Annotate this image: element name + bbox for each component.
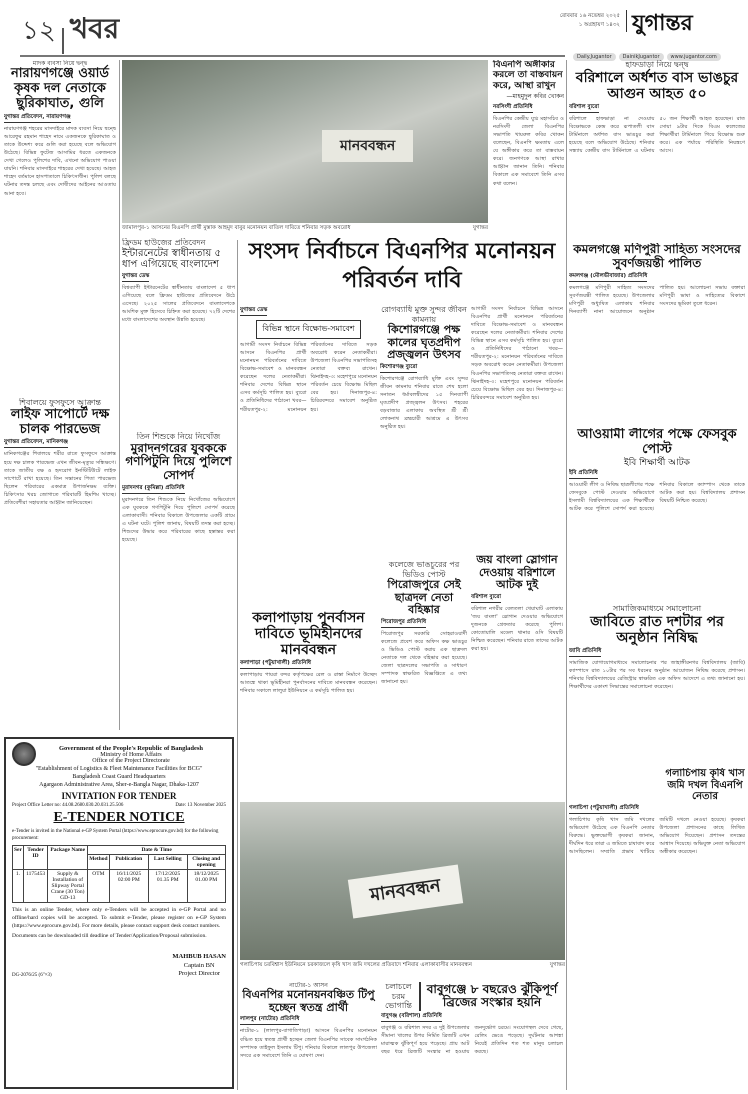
headline[interactable]: নারায়ণগঞ্জে ওয়ার্ড কৃষক দল নেতাকে ছুরিকাঘাত, গুলি xyxy=(11,66,109,112)
article-body: বিশ্বব্যাপী ইন্টারনেটের স্বাধীনতায় বাংলাদেশ ৫ ধাপ এগিয়েছে বলে ফ্রিডম হাউজের প্রতিবেদনে উঠে এসেছে। ২০২৫ সালের প্রতিবেদনে বাংলাদেশকে আংশিক মুক্ত হিসেবে চিহ্নিত করা হয়েছে। ৭২টি দেশের মধ্যে বাংলাদেশের অবস্থান উন্নতি হয়েছে। xyxy=(122,284,235,323)
section-title: খবর xyxy=(69,12,120,45)
cell-closing: 18/12/2025 01.00 PM xyxy=(187,870,226,903)
article-narayanganj xyxy=(4,60,116,393)
article-khokon xyxy=(491,60,564,235)
cell-package: Supply & Installation of Slipway Portal Crane (30 Ton) GD-13 xyxy=(48,870,88,903)
notice-title: E-TENDER NOTICE xyxy=(53,810,185,826)
article-body: গলাচিপায় কৃষি খাস জমি দখলের অভিযোগ উঠেছে এক বিএনপি নেতার বিরুদ্ধে। ভুক্তভোগী কৃষকরা জানান, দীর্ঘদিন ধরে তারা এ জমিতে চাষাবাদ করে আসছিলেন। সম্প্রতি প্রভাব খাটিয়ে জমিটি দখলে নেওয়া হয়েছে। কৃষকরা উপজেলা প্রশাসনের কাছে লিখিত অভিযোগ দিয়েছেন। প্রশাসন তদন্তের আশ্বাস দিয়েছে। অভিযুক্ত নেতা অভিযোগ অস্বীকার করেছেন। xyxy=(569,816,745,855)
article-body: নাটোর-১ (লালপুর-বাগাতিপাড়া) আসনে বিএনপির মনোনয়ন বঞ্চিত হয়ে স্বতন্ত্র প্রার্থী হচ্ছেন জেলা বিএনপির সাবেক সাংগঠনিক সম্পাদক তাইফুল ইসলাম টিপু। শনিবার বিকালে লালপুর উপজেলা সদরে এক সমাবেশে তিনি এ ঘোষণা দেন। xyxy=(240,1028,377,1059)
kicker: ফ্রিডম হাউজের প্রতিবেদন xyxy=(122,238,206,247)
ministry: Ministry of Home Affairs xyxy=(100,751,162,758)
article-body: আগামী সংসদ নির্বাচনে বিভিন্ন আসনে বিএনপির প্রার্থী মনোনয়ন পরিবর্তনের দাবিতে বিক্ষোভ-সমাবেশ ও মানববন্ধন করেছেন দলের নেতাকর্মীরা। শনিবার দেশের বিভিন্ন স্থানে এসব কর্মসূচি পালিত হয়। ব্যুরো ও প্রতিনিধিদের পাঠানো খবর— শরীয়তপুর-২: মনোনয়ন পরিবর্তনের দাবিতে সড়ক অবরোধ করেন নেতাকর্মীরা। উপজেলা বিএনপির সভাপতিসহ নেতারা বক্তব্য রাখেন। ঝিনাইদহ-৩: মহেশপুরে মনোনয়ন পরিবর্তন চেয়ে বিক্ষোভ মিছিল বের হয়। দিনাজপুর-৪: চিরিরবন্দরে সমাবেশ অনুষ্ঠিত হয়। xyxy=(240,342,377,413)
photo-caption xyxy=(122,225,488,233)
article-body: বাবুগঞ্জ ও বরিশাল সদর এ দুই উপজেলার সীমানা খালের উপর নির্মিত ব্রিজটি এখন মারাত্মক ঝুঁকিপূর্ণ হয়ে পড়েছে। প্রায় আট বছর ধরে ব্রিজটি সংস্কার না হওয়ায় জনদুর্ভোগ চরমে। সংযোগস্থল দেবে গেছে, রেলিং ভেঙে পড়েছে। দুর্ঘটনার আশঙ্কা নিয়েই প্রতিদিন শত শত মানুষ চলাচল করছে। xyxy=(381,1024,563,1055)
photo-credit: যুগান্তর xyxy=(472,225,488,231)
notice-date: Date: 13 November 2025 xyxy=(175,803,226,809)
article-body: বরিশালে হাফভাড়া না দেওয়ায় বিক্ষোভকে কেন্দ্র করে রূপাতলী বাস টার্মিনালে অর্ধশত বাস ভাঙচুর করা হয়েছে বলে অভিযোগ উঠেছে। শনিবার সন্ধ্যায় কেন্দ্রীয় বাস টার্মিনালে এ ঘটনায় ৫০ জন শিক্ষার্থী আহত হয়েছেন। রাত সোয়া ৯টার দিকে বিএম কলেজের শিক্ষার্থীরা টার্মিনালে গিয়ে বিক্ষোভ শুরু করে। এক পর্যায়ে পরিস্থিতি নিয়ন্ত্রণে আসে। xyxy=(569,115,745,155)
project: "Establishment of Logistics & Fleet Maintenance Facilities for BCG" xyxy=(35,766,203,772)
headline[interactable]: কমলগঞ্জে মণিপুরী সাহিত্য সংসদের সুবর্ণজয়ন্তী পালিত xyxy=(573,243,741,270)
cell-ser: 1. xyxy=(13,870,24,903)
article-body: সামাজিক যোগাযোগমাধ্যমে সমালোচনার পর জাহাঙ্গীরনগর বিশ্ববিদ্যালয় (জাবি) ক্যাম্পাসে রাত ১০টার পর সব ধরনের অনুষ্ঠান আয়োজন নিষিদ্ধ করেছে প্রশাসন। শনিবার বিশ্ববিদ্যালয়ের রেজিস্ট্রার স্বাক্ষরিত এক অফিস আদেশে এ তথ্য জানানো হয়। শিক্ষার্থীদের একাংশ সিদ্ধান্তের সমালোচনা করেছেন। xyxy=(569,659,745,690)
byline: জাবি প্রতিনিধি xyxy=(569,648,601,657)
letter-no: Project Office Letter no: 44.08.2680.030.20.031.25.506 xyxy=(12,803,124,809)
kicker: হাফডাড়া নিয়ে দ্বন্দ্ব xyxy=(625,60,689,69)
col-ser: Ser xyxy=(13,846,24,870)
headline[interactable]: কিশোরগঞ্জে পক্ষ কালের ঘৃতপ্রদীপ প্রজ্জ্বলন উৎসব xyxy=(387,323,461,362)
article-ibi-student xyxy=(569,428,745,598)
tender-heading: INVITATION FOR TENDER xyxy=(61,791,177,802)
website-link[interactable]: www.jugantor.com xyxy=(667,53,721,61)
header-date xyxy=(530,12,620,30)
date-english: রোববার ১৬ নভেম্বর ২০২৫ xyxy=(559,13,620,19)
byline: বরিশাল ব্যুরো xyxy=(569,104,599,113)
intro: e-Tender is invited in the National e-GP System Portal (https://www.eprocure.gov.bd) for the following procurement: xyxy=(12,829,219,842)
table-row xyxy=(13,870,226,903)
header-rule xyxy=(20,55,565,57)
tender-notice xyxy=(4,737,234,1089)
kicker: নাটোর-১ আসন xyxy=(289,982,328,989)
photo-banner: মানববন্ধন xyxy=(322,130,413,162)
col-last-selling: Last Selling xyxy=(149,855,187,870)
byline: পিরোজপুর প্রতিনিধি xyxy=(381,619,426,628)
human-chain-photo xyxy=(240,802,565,960)
col-tender-id: Tender ID xyxy=(23,846,47,870)
caption-text: গলাচিপায় চরবিশ্বাস ইউনিয়নে চরকাজলে কৃষি খাস জমি দখলের প্রতিবাদে শনিবার এলাকাবাসীর মানববন্ধন xyxy=(240,962,472,968)
byline: কমলগঞ্জ (মৌলভীবাজার) প্রতিনিধি xyxy=(569,273,647,282)
ad-ref: DG-2076/25 (6"×3) xyxy=(12,973,52,979)
column-rule xyxy=(119,60,120,730)
article-pirojpur xyxy=(381,560,467,798)
col-package: Package Name xyxy=(48,846,88,870)
headline[interactable]: বিএনপির মনোনয়নবঞ্চিত টিপু হচ্ছেন স্বতন্ত্র প্রার্থী xyxy=(242,988,375,1014)
article-galachipa xyxy=(569,768,745,1090)
page-header xyxy=(22,14,119,54)
office: Office of the Project Directorate xyxy=(92,757,170,764)
headline[interactable]: পিরোজপুরে সেই ছাত্রদল নেতা বহিষ্কার xyxy=(387,578,461,617)
byline: ইবি প্রতিনিধি xyxy=(569,470,598,479)
col-closing: Closing and opening xyxy=(187,855,226,870)
byline: নরসিংদী প্রতিনিধি xyxy=(493,104,533,113)
article-body: পিরোজপুর সরকারি সোহরাওয়ার্দী কলেজে প্রবেশ করে অফিস কক্ষ ভাঙচুর ও ভিডিও পোস্ট করায় এক ছাত্রদল নেতাকে দল থেকে বহিষ্কার করা হয়েছে। জেলা ছাত্রদলের সভাপতি ও সাধারণ সম্পাদক স্বাক্ষরিত বিজ্ঞপ্তিতে এ তথ্য জানানো হয়। xyxy=(381,631,467,686)
headline[interactable]: বিএনপি অঙ্গীকার করলে তা বাস্তবায়ন করে, আস্থা রাখুন xyxy=(493,60,563,91)
article-body: কলাপাড়ায় পায়রা বন্দর কর্তৃপক্ষের রেল ও রাস্তা নির্মাণে উচ্ছেদ আতঙ্কে থাকা ভূমিহীনরা পুনর্বাসনের দাবিতে মানববন্ধন করেছেন। শনিবার সকালে লালুয়া ইউনিয়নে এ কর্মসূচি পালিত হয়। xyxy=(240,672,377,695)
headline[interactable]: মুরাদনগরের যুবককে গণপিটুনি দিয়ে পুলিশে সোপর্দ xyxy=(125,440,232,483)
coast-guard-emblem xyxy=(12,742,36,766)
protest-photo xyxy=(122,60,488,223)
byline: লালপুর (নাটোর) প্রতিনিধি xyxy=(240,1016,299,1025)
kicker: রোগব্যাধি মুক্ত সুন্দর জীবন কামনায় xyxy=(381,305,467,324)
tender-table xyxy=(12,845,226,903)
kicker: মাদক ব্যবসা নিয়ে দ্বন্দ্ব xyxy=(32,60,88,67)
article-body: নারায়ণগঞ্জ শহরের মাসদাইরে মাদক ব্যবসা নিয়ে দ্বন্দ্বে আরেফুর রহমান শাহেদ নামে একজনকে ছুরিকাঘাত ও তাকে উদ্দেশ্য করে গুলি করা হয়েছে বলে অভিযোগ উঠেছে। বিভিন্ন ফুটেজ আসামির ধরতে একজনকে দেখা গেলেও পুলিশের দাবি, এখনো অভিযোগ পাওয়া যায়নি। শনিবার মাসদাইরে শাহরের দেখা হয়েছে। আহত শাহেদ বর্তমানে হাসপাতালে চিকিৎসাধীন। পুলিশ বলছে ঘটনার তদন্ত চলছে এবং দোষীদের আইনের আওতায় আনা হবে। xyxy=(4,126,116,197)
headline[interactable]: জয় বাংলা স্লোগান দেওয়ায় বরিশালে আটক দুই xyxy=(476,553,558,592)
lead-article-continued: আগামী সংসদ নির্বাচনে বিভিন্ন আসনে বিএনপির প্রার্থী মনোনয়ন পরিবর্তনের দাবিতে বিক্ষোভ-সমাবেশ ও মানববন্ধন করেছেন দলের নেতাকর্মীরা। শনিবার দেশের বিভিন্ন স্থানে এসব কর্মসূচি পালিত হয়। ব্যুরো ও প্রতিনিধিদের পাঠানো খবর— শরীয়তপুর-২: মনোনয়ন পরিবর্তনের দাবিতে সড়ক অবরোধ করেন নেতাকর্মীরা। উপজেলা বিএনপির সভাপতিসহ নেতারা বক্তব্য রাখেন। ঝিনাইদহ-৩: মহেশপুরে মনোনয়ন পরিবর্তন চেয়ে বিক্ষোভ মিছিল বের হয়। দিনাজপুর-৪: চিরিরবন্দরে সমাবেশ অনুষ্ঠিত হয়। xyxy=(471,306,563,401)
page-number: ১২ xyxy=(22,16,56,46)
headline[interactable]: আওয়ামী লীগের পক্ষে ফেসবুক পোস্ট xyxy=(577,428,737,457)
article-body: আওয়ামী লীগ ও নিষিদ্ধ ছাত্রলীগের পক্ষে ফেসবুকে পোস্ট দেওয়ার অভিযোগে ইসলামী বিশ্ববিদ্যালয়ের এক শিক্ষার্থীকে আটক করে পুলিশে সোপর্দ করা হয়েছে। শনিবার বিকালে ক্যাম্পাস থেকে তাকে আটক করা হয়। বিশ্ববিদ্যালয় প্রশাসন বিষয়টি নিশ্চিত করেছে। xyxy=(569,482,745,513)
headline[interactable]: বরিশালে অর্ধশত বাস ভাঙচুর আগুন আহত ৫০ xyxy=(575,69,739,102)
photo-banner: মানববন্ধন xyxy=(348,864,463,918)
article-body: বরিশাল নগরীর বেলতলা খেয়াঘাট এলাকায় 'জয় বাংলা' স্লোগান দেওয়ার অভিযোগে দুজনকে গ্রেফতার করেছে পুলিশ। কোতোয়ালি মডেল থানার ওসি বিষয়টি নিশ্চিত করেছেন। শনিবার রাতে তাদের আটক করা হয়। xyxy=(471,605,563,653)
byline: বরিশাল ব্যুরো xyxy=(471,594,501,603)
signer-rank: Captain BN xyxy=(183,961,215,969)
cell-last-selling: 17/12/2025 01.35 PM xyxy=(149,870,187,903)
byline: যুগান্তর ডেস্ক xyxy=(240,307,267,316)
article-jabi xyxy=(569,604,745,764)
col-date-time: Date & Time xyxy=(88,846,226,855)
caption-text: জামালপুর-১ আসনের বিএনপি প্রার্থী মুস্তাক আহমুদ বাবুর মনোনয়ন বাতিল দাবিতে শনিবার সড়ক অবরোধ xyxy=(122,225,351,231)
article-muradnagar xyxy=(122,432,235,728)
headline[interactable]: লাইফ সাপোর্টে দক্ষ চালক পারভেজ xyxy=(10,406,110,437)
cell-method: OTM xyxy=(88,870,109,903)
photo-credit: যুগান্তর xyxy=(549,962,565,968)
byline: যুগান্তর প্রতিবেদন, নারায়ণগঞ্জ xyxy=(4,114,71,123)
kicker: তিন শিশুকে নিয়ে নিখোঁজ xyxy=(136,432,221,441)
headline[interactable]: বাবুগঞ্জে ৮ বছরেও ঝুঁকিপূর্ণ ব্রিজের সংস্কার হয়নি xyxy=(426,982,558,1010)
article-joy-bangla xyxy=(471,430,563,798)
signer-name: MAHBUB HASAN xyxy=(172,953,226,961)
divider xyxy=(62,28,64,54)
photo-caption xyxy=(240,962,565,969)
headline[interactable]: গলাচিপায় কৃষি খাস জমি দখল বিএনপি নেতার xyxy=(665,768,745,802)
article-shibalay xyxy=(4,398,116,728)
column-rule xyxy=(566,60,567,1090)
subheadline: ইবি শিক্ষার্থী আটক xyxy=(624,457,690,468)
article-internet-freedom xyxy=(122,238,235,428)
address: Agargaon Administrative Area, Sher-e-Bangla Nagar, Dhaka-1207 xyxy=(39,781,199,788)
byline: গলাচিপা (পটুয়াখালী) প্রতিনিধি xyxy=(569,805,639,814)
article-kishoreganj xyxy=(380,305,468,555)
article-body: বিএনপির কেন্দ্রীয় যুগ্ম মহাসচিব ও নরসিংদী জেলা বিএনপির সভাপতি খায়রুল কবির খোকন বলেছেন, বিএনপি ক্ষমতায় এলে যে অঙ্গীকার করে তা বাস্তবায়ন করে। জনগণকে আস্থা রাখার আহ্বান জানান তিনি। শনিবার বিকালে এক সমাবেশে তিনি এসব কথা বলেন। xyxy=(493,116,564,187)
gov-name: Government of the People's Republic of Bangladesh xyxy=(58,744,204,752)
lead-article xyxy=(240,305,377,605)
cell-tender-id: 1175453 xyxy=(23,870,47,903)
lead-headline[interactable]: সংসদ নির্বাচনে বিএনপির মনোনয়ন পরিবর্তন দাবি xyxy=(248,239,556,293)
byline: বাবুগঞ্জ (বরিশাল) প্রতিনিধি xyxy=(381,1013,442,1022)
byline: যুগান্তর প্রতিবেদন, মানিকগঞ্জ xyxy=(4,439,68,448)
facebook-link[interactable]: Daily.Jugantor xyxy=(573,53,616,61)
twitter-link[interactable]: DainikJugantor xyxy=(619,53,664,61)
article-kalapara xyxy=(240,610,377,798)
kicker: সামাজিকমাধ্যমে সমালোচনা xyxy=(612,604,702,613)
online-note: This is an online Tender, where only e-Tenders will be accepted in e-GP Portal and no offline/hard copies will be accepted. To submit e-Tender, please register on e-GP System (https://www.eprocure.gov.bd). For more details, please contact support desk contact numbers. xyxy=(12,907,226,929)
hq: Bangladesh Coast Guard Headquarters xyxy=(72,773,166,780)
article-natore xyxy=(240,982,377,1090)
column-rule xyxy=(237,240,238,1090)
headline[interactable]: কলাপাড়ায় পুনর্বাসন দাবিতে ভূমিহীনদের মানববন্ধন xyxy=(252,610,365,659)
article-kamalganj xyxy=(569,243,745,423)
col-method: Method xyxy=(88,855,109,870)
quote-attribution: —মাহমুদুল কবির খোকন xyxy=(506,93,564,101)
byline: কিশোরগঞ্জ ব্যুরো xyxy=(380,364,417,373)
article-barishal-bus xyxy=(569,60,745,238)
kicker: চলাচলে চরম ভোগান্তি xyxy=(381,982,421,1011)
article-body: কমলগঞ্জে মণিপুরী সাহিত্য সংসদের সুবর্ণজয়ন্তী পালিত হয়েছে। উপজেলার মণিপুরী অধ্যুষিত এলাকায় শনিবার দিনব্যাপী নানা আয়োজনে অনুষ্ঠান পালিত হয়। আলোচনা সভায় বক্তারা মণিপুরী ভাষা ও সাহিত্যের বিকাশে সংসদের ভূমিকা তুলে ধরেন। xyxy=(569,284,745,315)
article-body: কিশোরগঞ্জে রোগব্যাধি মুক্তি এবং সুন্দর জীবন কামনায় শনিবার রাতে শেষ হলো সনাতন ধর্মাবলম্বীদের ১৫ দিনব্যাপী ঘৃতপ্রদীপ প্রজ্জ্বলন উৎসব। শহরের বড়বাজার এলাকায় অবস্থিত শ্রী শ্রী লোকনাথ ব্রহ্মচারী আশ্রমে এ উৎসব অনুষ্ঠিত হয়। xyxy=(380,376,468,431)
signer-designation: Project Director xyxy=(178,970,221,978)
col-publication: Publication xyxy=(109,855,148,870)
headline[interactable]: জাবিতে রাত দশটার পর অনুষ্ঠান নিষিদ্ধ xyxy=(590,613,724,646)
kicker: শিবালয়ে ফুসফুসে আক্রান্ত xyxy=(18,398,102,407)
byline: কলাপাড়া (পটুয়াখালী) প্রতিনিধি xyxy=(240,660,311,669)
article-babuganj xyxy=(381,982,563,1090)
headline[interactable]: ইন্টারনেটের স্বাধীনতায় ৫ ধাপ এগিয়েছে বাংলাদেশ xyxy=(122,247,221,271)
kicker: কলেজে ভাঙচুরের পর ভিডিও পোস্ট xyxy=(388,560,460,579)
byline: যুগান্তর ডেস্ক xyxy=(122,273,149,282)
cell-publication: 16/11/2025 02:00 PM xyxy=(109,870,148,903)
download-note: Documents can be downloaded till deadline of Tender/Application/Proposal submission. xyxy=(12,933,207,940)
logo: যুগান্তর xyxy=(632,11,693,36)
date-bangla: ১ অগ্রহায়ণ ১৪৩২ xyxy=(578,21,620,28)
byline: মুরাদনগর (কুমিল্লা) প্রতিনিধি xyxy=(122,485,185,494)
article-body: মুরাদনগরে তিন শিশুকে নিয়ে নিখোঁজের অভিযোগে এক যুবককে গণপিটুনি দিয়ে পুলিশে সোপর্দ করেছে এলাকাবাসী। শনিবার বিকালে উপজেলার একটি গ্রামে এ ঘটনা ঘটে। পুলিশ জানায়, বিষয়টি তদন্ত করা হচ্ছে। শিশুদের উদ্ধার করে পরিবারের কাছে হস্তান্তর করা হয়েছে। xyxy=(122,496,235,544)
header-divider xyxy=(626,10,627,32)
lead-subhead-box: বিভিন্ন স্থানে বিক্ষোভ-সমাবেশ xyxy=(256,320,360,339)
article-body: মানিকগঞ্জের শিবালয়ে শরীর রাতে ফুসফুসে আক্রান্ত হয়ে দক্ষ চালক পারভেজ এখন জীবন-মৃত্যুর সন্ধিক্ষণে। তাকে জাতীয় বক্ষ ও হৃদরোগ ইনস্টিটিউটে লাইফ সাপোর্টে রাখা হয়েছে। তিন সন্তানের পিতা পারভেজ ছিলেন পরিবারের একমাত্র উপার্জনক্ষম ব্যক্তি। চিকিৎসার খরচ জোগাতে পরিবারটি হিমশিম খাচ্ছে। প্রতিবেশীরা সহায়তার আহ্বান জানিয়েছেন। xyxy=(4,451,116,506)
